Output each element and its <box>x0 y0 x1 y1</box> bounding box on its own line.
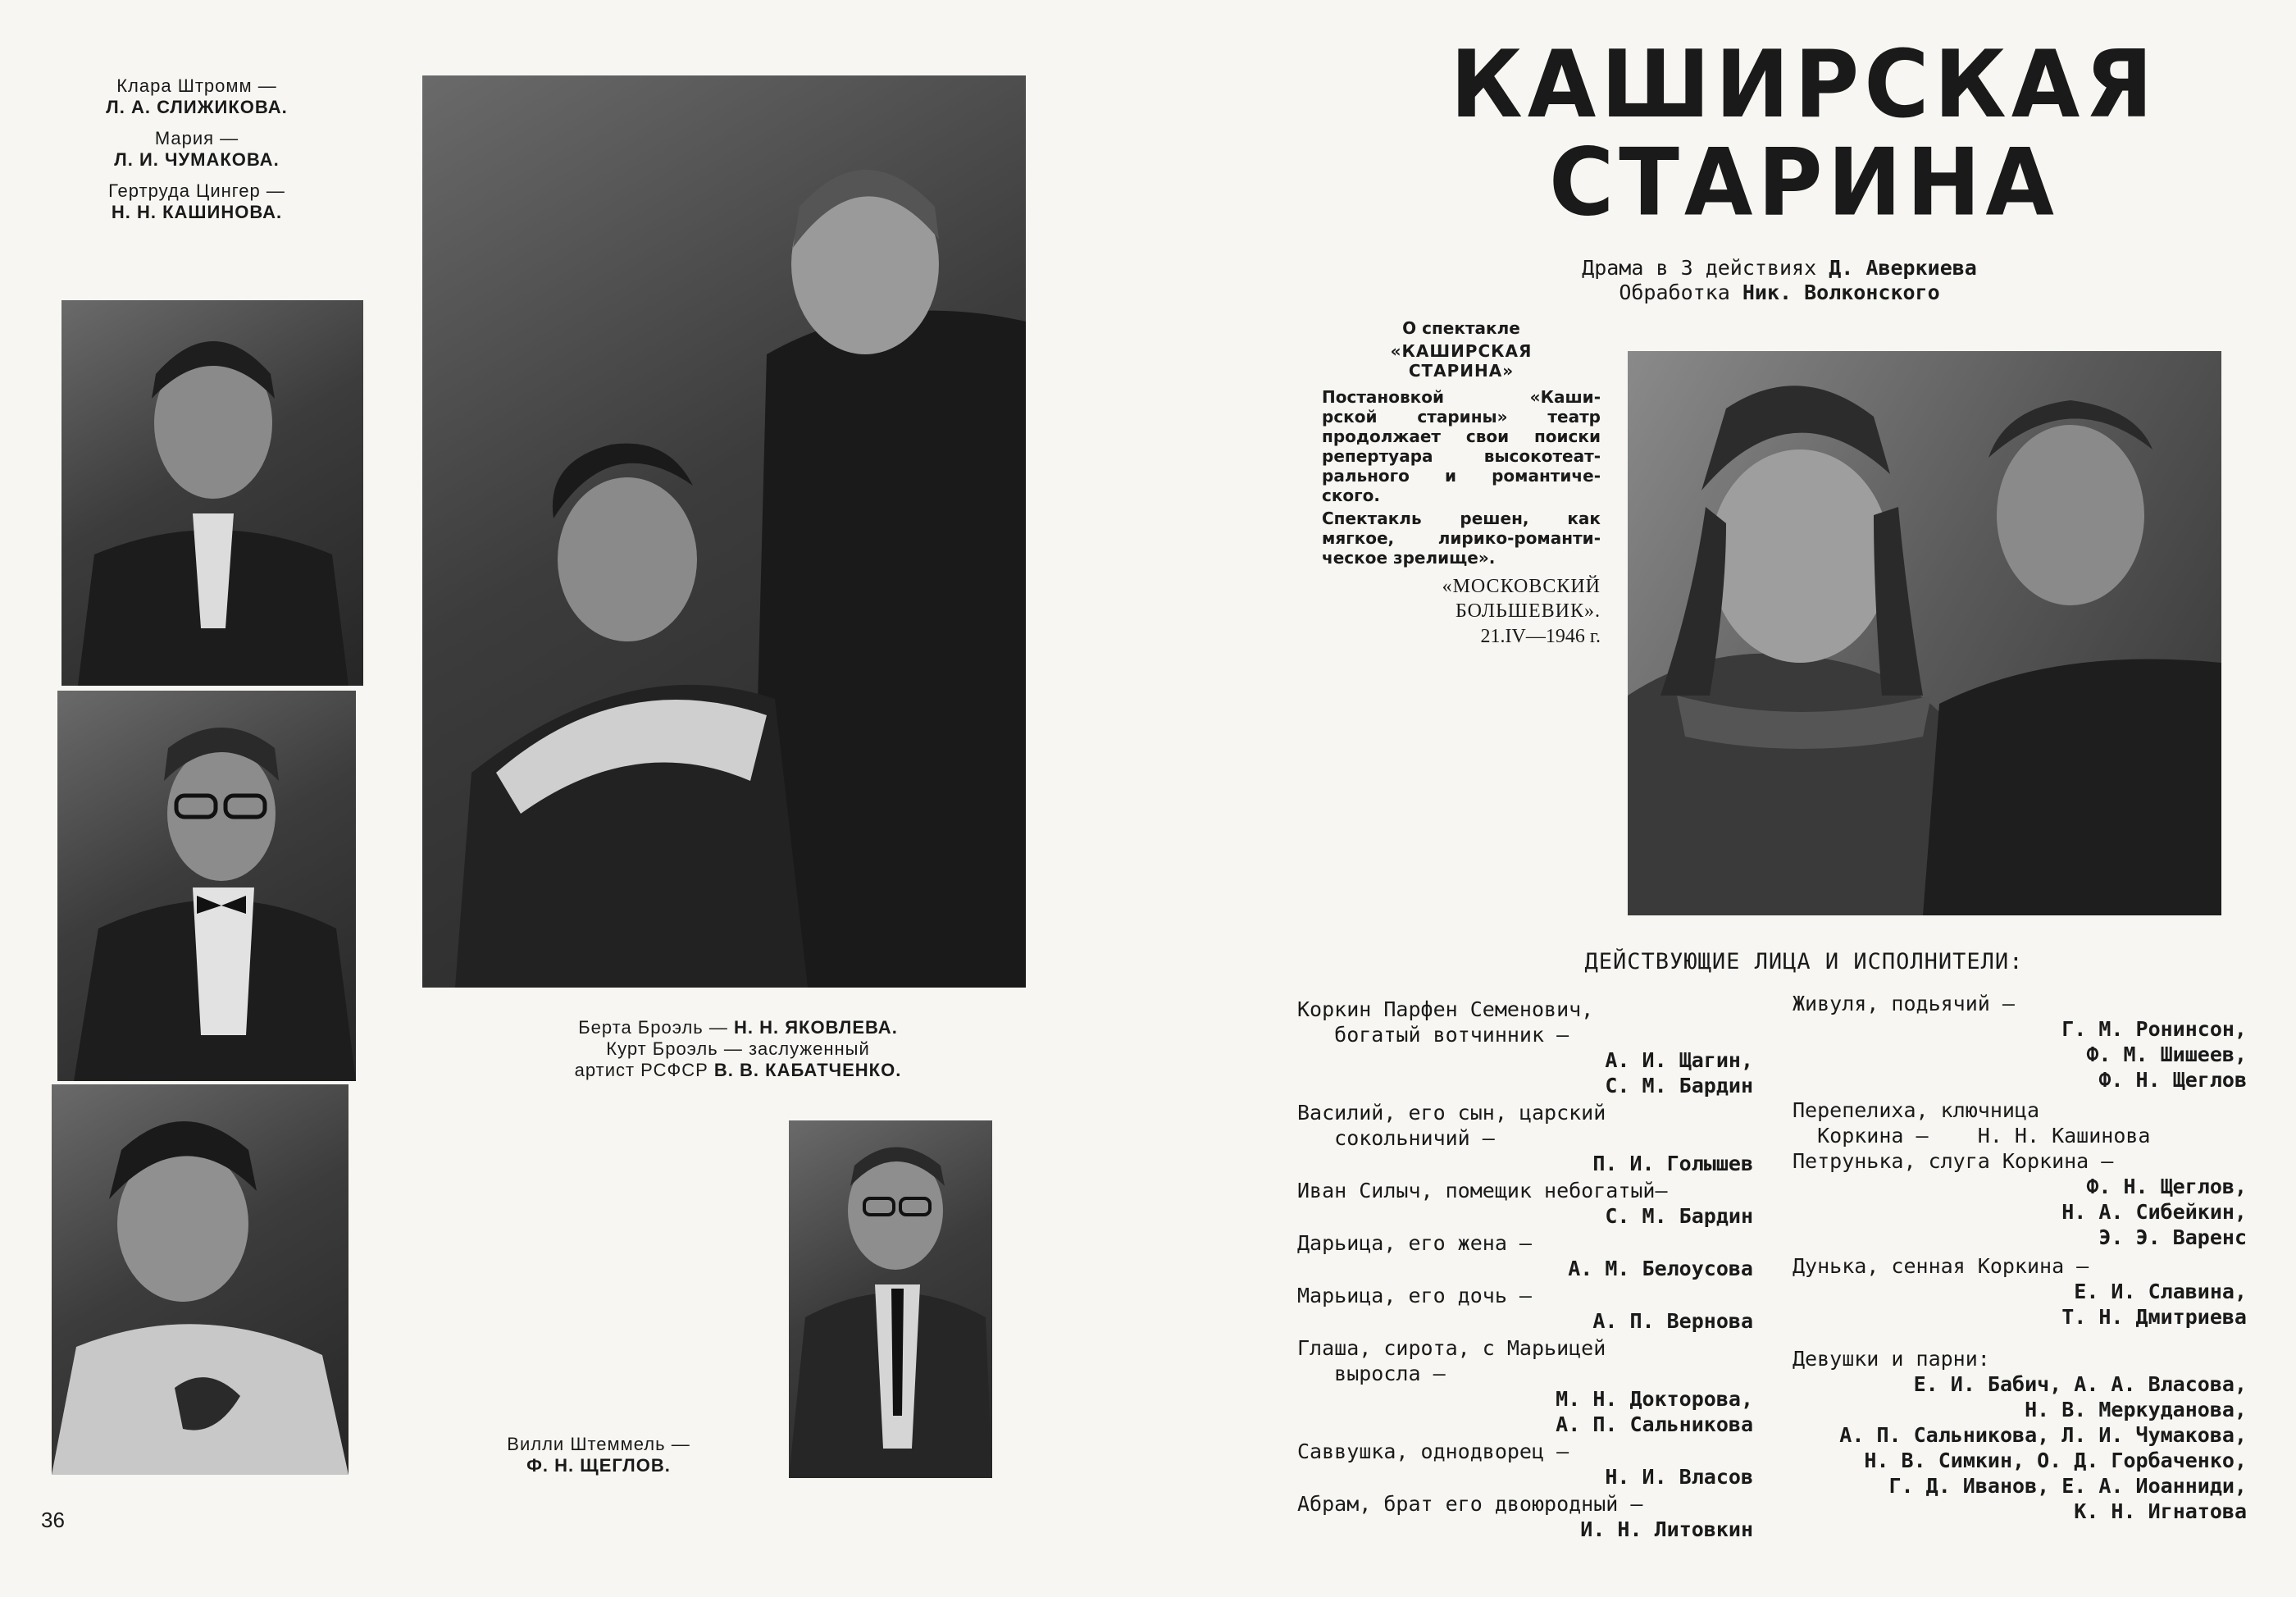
cast-entry <box>1793 991 2247 1093</box>
cast-actor: Ф. Н. Щеглов <box>2098 1068 2247 1092</box>
cast-actor: Е. И. Славина, <box>2074 1280 2247 1303</box>
cast-role: Перепелиха, ключница <box>1793 1098 2040 1122</box>
portrait-photo-chumakova <box>57 691 356 1081</box>
cast-actor: Э. Э. Варенс <box>2098 1225 2247 1249</box>
cast-actor: М. Н. Докторова, <box>1556 1387 1753 1411</box>
review-para1-last: ского. <box>1322 486 1380 505</box>
caption-actor: Л. И. ЧУМАКОВА. <box>114 149 280 170</box>
cast-role: богатый вотчинник — <box>1297 1023 1569 1047</box>
caption-text: артист РСФСР <box>574 1060 708 1080</box>
portrait-photo-shcheglov <box>789 1120 992 1478</box>
caption-text: заслуженный <box>748 1038 870 1059</box>
caption-role: Клара Штромм — <box>116 75 277 96</box>
caption-role: Берта Броэль — <box>578 1017 728 1038</box>
review-para1-line: репертуара высокотеат- <box>1322 446 1601 466</box>
cast-actor: Н. И. Власов <box>1605 1465 1753 1489</box>
cast-actor: Е. И. Бабич, А. А. Власова, <box>1913 1372 2247 1396</box>
caption-role: Курт Броэль — <box>606 1038 743 1059</box>
subtitle-acts: 3 действиях <box>1680 256 1817 280</box>
caption-actor: В. В. КАБАТЧЕНКО. <box>713 1060 902 1080</box>
cast-role: Марьица, его дочь — <box>1297 1284 1532 1307</box>
cast-role: Саввушка, однодворец — <box>1297 1440 1569 1463</box>
subtitle-line2 <box>1492 281 2066 305</box>
subtitle-adapter: Ник. Волконского <box>1742 281 1940 304</box>
cast-list-right <box>1793 991 2247 1524</box>
cast-role: Живуля, подьячий — <box>1793 992 2015 1015</box>
scene-caption-line2 <box>492 1038 984 1060</box>
caption-role: Вилли Штеммель — <box>507 1434 690 1454</box>
caption-actor: Л. А. СЛИЖИКОВА. <box>106 97 288 117</box>
cast-entry <box>1297 1100 1753 1176</box>
review-source2: БОЛЬШЕВИК». <box>1455 600 1601 622</box>
review-para1-line: Постановкой «Каши- <box>1322 387 1601 407</box>
cast-actor: Н. В. Симкин, О. Д. Горбаченко, <box>1864 1449 2247 1472</box>
cast-entry <box>1793 1097 2247 1123</box>
review-heading3: СТАРИНА» <box>1408 361 1515 381</box>
cast-actor: Н. В. Меркуданова, <box>2025 1398 2247 1421</box>
cast-role: Василий, его сын, царский <box>1297 1101 1606 1125</box>
cast-actor: П. И. Голышев <box>1592 1152 1753 1175</box>
cast-actor: Ф. Н. Щеглов, <box>2086 1175 2247 1198</box>
review-para1-line: продолжает свои поиски <box>1322 427 1601 446</box>
review-block <box>1322 318 1601 650</box>
cast-entry <box>1297 1178 1753 1229</box>
review-source1: «МОСКОВСКИЙ <box>1442 576 1601 597</box>
portrait-captions <box>66 75 328 233</box>
review-heading2: «КАШИРСКАЯ <box>1390 341 1533 361</box>
cast-actor: Т. Н. Дмитриева <box>2061 1305 2247 1329</box>
caption-maria <box>66 128 328 171</box>
review-para2-line: Спектакль решен, как <box>1322 509 1601 528</box>
caption-gertruda <box>66 180 328 223</box>
cast-entry <box>1793 1148 2247 1250</box>
page-number: 36 <box>41 1508 65 1532</box>
cast-heading: ДЕЙСТВУЮЩИЕ ЛИЦА И ИСПОЛНИТЕЛИ: <box>1584 949 2024 974</box>
review-para2-line: мягкое, лирико-романти- <box>1322 528 1601 548</box>
portrait-photo-slizhikova <box>61 300 363 686</box>
cast-role: Дарьица, его жена — <box>1297 1231 1532 1255</box>
caption-actor: Н. Н. ЯКОВЛЕВА. <box>733 1017 898 1038</box>
subtitle-author: Д. Аверкиева <box>1829 256 1977 280</box>
review-heading1: О спектакле <box>1402 318 1520 338</box>
scene-caption-line3 <box>492 1060 984 1081</box>
cast-actor: Г. М. Ронинсон, <box>2061 1017 2247 1041</box>
cast-actor: Ф. М. Шишеев, <box>2086 1043 2247 1066</box>
play-title-line1: КАШИРСКАЯ <box>1450 31 2158 139</box>
caption-actor: Ф. Н. ЩЕГЛОВ. <box>526 1455 671 1476</box>
cast-entry <box>1793 1346 2247 1524</box>
cast-actor: А. И. Щагин, <box>1605 1048 1753 1072</box>
cast-role: сокольничий — <box>1297 1126 1495 1150</box>
subtitle-in: в <box>1656 256 1669 280</box>
scene-caption <box>492 1017 984 1081</box>
cast-role: Глаша, сирота, с Марьицей <box>1297 1336 1606 1360</box>
cast-entry <box>1297 1283 1753 1334</box>
cast-entry <box>1297 1335 1753 1437</box>
scene-photo-kashirskaya <box>1628 351 2221 915</box>
play-title-line2: СТАРИНА <box>1548 129 2060 237</box>
play-title <box>1394 31 2214 237</box>
play-subtitle <box>1492 256 2066 305</box>
cast-entry <box>1297 1230 1753 1281</box>
cast-entry <box>1297 997 1753 1098</box>
cast-role: Абрам, брат его двоюродный — <box>1297 1492 1643 1516</box>
scene-caption-line1 <box>492 1017 984 1038</box>
cast-actor: А. М. Белоусова <box>1568 1257 1753 1280</box>
cast-entry <box>1793 1253 2247 1330</box>
caption-actor: Н. Н. КАШИНОВА. <box>111 202 283 222</box>
cast-role: выросла — <box>1297 1362 1446 1385</box>
cast-role: Иван Силыч, помещик небогатый— <box>1297 1179 1668 1202</box>
cast-role: Коркин Парфен Семенович, <box>1297 997 1594 1021</box>
review-para2-last: ческое зрелище». <box>1322 548 1496 568</box>
cast-role: Девушки и парни: <box>1793 1347 1990 1371</box>
cast-actor: К. Н. Игнатова <box>2074 1499 2247 1523</box>
caption-role: Гертруда Цингер — <box>108 180 285 201</box>
cast-role: Дунька, сенная Коркина — <box>1793 1254 2089 1278</box>
cast-actor: Г. Д. Иванов, Е. А. Иоанниди, <box>1888 1474 2247 1498</box>
cast-actor: И. Н. Литовкин <box>1580 1517 1753 1541</box>
cast-actor: А. П. Вернова <box>1592 1309 1753 1333</box>
cast-entry <box>1297 1439 1753 1490</box>
subtitle-genre: Драма <box>1582 256 1644 280</box>
cast-actor: С. М. Бардин <box>1605 1074 1753 1097</box>
cast-list-left <box>1297 997 1753 1542</box>
caption-role: Мария — <box>154 128 239 148</box>
cast-actor: А. П. Сальникова <box>1556 1412 1753 1436</box>
portrait-photo-kashinova <box>52 1084 348 1475</box>
scene-photo-broel <box>422 75 1026 988</box>
shcheglov-caption <box>443 1434 754 1476</box>
cast-actor: Н. А. Сибейкин, <box>2061 1200 2247 1224</box>
subtitle-line1 <box>1492 256 2066 281</box>
cast-entry <box>1297 1491 1753 1542</box>
review-para1-line: рального и романтиче- <box>1322 466 1601 486</box>
cast-role: Петрунька, слуга Коркина — <box>1793 1149 2114 1173</box>
cast-entry <box>1793 1123 2247 1148</box>
cast-role: Коркина — Н. Н. Кашинова <box>1793 1124 2151 1148</box>
subtitle-adaptation: Обработка <box>1619 281 1730 304</box>
cast-actor: С. М. Бардин <box>1605 1204 1753 1228</box>
caption-klara <box>66 75 328 118</box>
review-date: 21.IV—1946 г. <box>1480 626 1601 647</box>
review-para1-line: рской старины» театр <box>1322 407 1601 427</box>
cast-actor: А. П. Сальникова, Л. И. Чумакова, <box>1839 1423 2247 1447</box>
